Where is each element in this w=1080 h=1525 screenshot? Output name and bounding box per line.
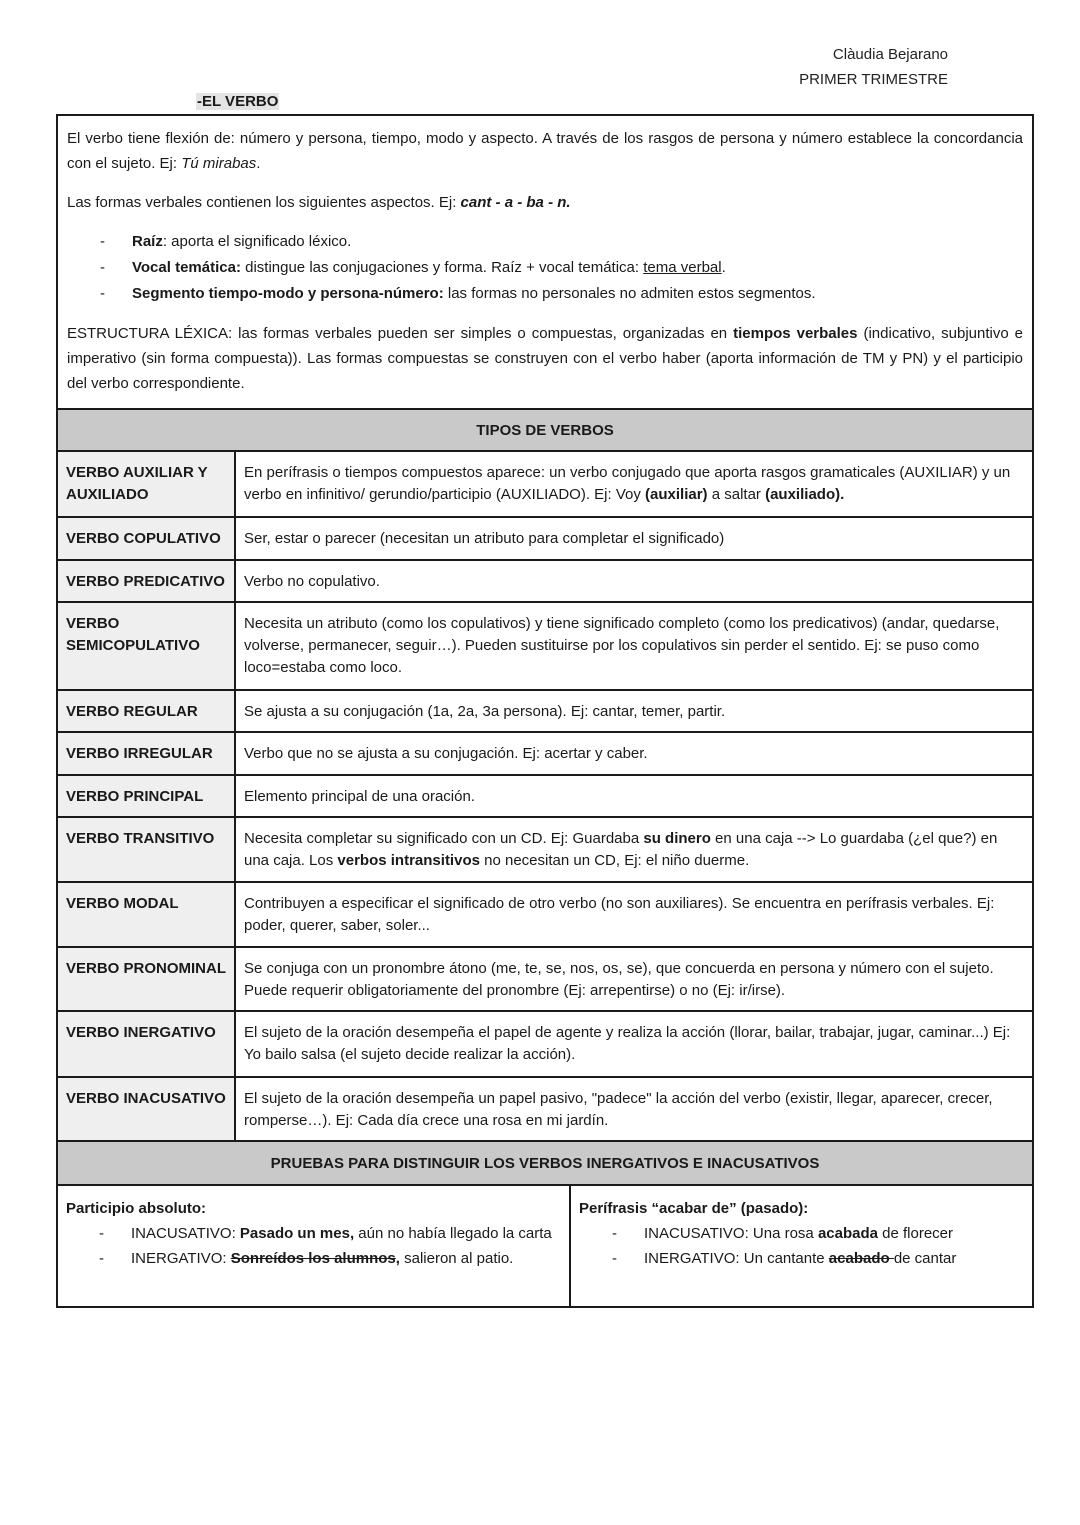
bullet-underlined: tema verbal: [643, 259, 722, 276]
intro-p3-bold: tiempos verbales: [733, 325, 858, 342]
bullet-item: - Raíz: aporta el significado léxico.: [100, 233, 352, 250]
table-row: [58, 452, 1032, 518]
def-bold: su dinero: [643, 830, 711, 847]
item-bold: acabada: [817, 1225, 878, 1242]
row-term: VERBO MODAL: [58, 883, 236, 946]
table-row: [58, 733, 1032, 776]
row-term: VERBO COPULATIVO: [58, 518, 236, 559]
bullet-text: : aporta el significado léxico.: [162, 233, 352, 250]
def-text: En perífrasis o tiempos compuestos aparece: un verbo conjugado que aporta rasgos gramaticales (AUXILIAR) y un verbo en infinitivo/ gerundio/participio (AUXILIADO). Ej: Voy: [244, 464, 1011, 503]
item-strikethrough: acabado: [828, 1250, 894, 1267]
item-text: salieron al patio.: [399, 1250, 514, 1267]
item-bold: Pasado un mes,: [239, 1225, 355, 1242]
item-strikethrough: Sonreídos los alumnos: [230, 1250, 396, 1267]
row-term: VERBO PREDICATIVO: [58, 561, 236, 601]
list-item: - INERGATIVO: Sonreídos los alumnos, salieron al patio.: [99, 1250, 514, 1267]
author-block: [799, 42, 948, 92]
doc-title: [196, 92, 279, 112]
item-label: INACUSATIVO:: [131, 1225, 240, 1242]
row-term: VERBO AUXILIAR Y AUXILIADO: [58, 452, 236, 516]
def-text: en una caja --> Lo guardaba (¿el que?) en una caja. Los: [244, 830, 998, 869]
list-item: - INACUSATIVO: Una rosa acabada de florecer: [612, 1225, 954, 1242]
bullet-end: .: [721, 259, 726, 276]
table-row: [58, 1078, 1032, 1142]
row-definition: Verbo no copulativo.: [244, 573, 380, 590]
intro-p2-example: cant - a - ba - n.: [460, 194, 571, 211]
tests-right-column: [571, 1186, 1032, 1306]
row-definition: El sujeto de la oración desempeña un papel pasivo, "padece" la acción del verbo (existir, llegar, aparecer, crecer, romperse…). Ej: Cada día crece una rosa en mi jardín.: [244, 1090, 993, 1129]
bullet-item: - Vocal temática: distingue las conjugaciones y forma. Raíz + vocal temática: tema verbal.: [100, 259, 726, 276]
list-item: - INACUSATIVO: Pasado un mes, aún no había llegado la carta: [99, 1225, 552, 1242]
item-label: INERGATIVO: Un cantante: [644, 1250, 829, 1267]
bullet-term: Raíz: [132, 233, 163, 250]
def-text: a saltar: [707, 486, 766, 503]
intro-section: [58, 116, 1032, 410]
row-definition: Verbo que no se ajusta a su conjugación. Ej: acertar y caber.: [244, 745, 648, 762]
item-label: INACUSATIVO: Una rosa: [644, 1225, 818, 1242]
item-text: de florecer: [877, 1225, 954, 1242]
row-definition: Se conjuga con un pronombre átono (me, te, se, nos, os, se), que concuerda en persona y número con el sujeto. Puede requerir obligatoriamente del pronombre (Ej: arrepentirse) o no (Ej: ir/irse).: [244, 960, 994, 999]
list-item: - INERGATIVO: Un cantante acabado de cantar: [612, 1250, 957, 1267]
intro-paragraph-3: [67, 321, 1023, 396]
table-row: [58, 1012, 1032, 1078]
def-bold: (auxiliado).: [765, 486, 845, 503]
tests-left-title: Participio absoluto:: [66, 1200, 207, 1217]
table-row: [58, 691, 1032, 733]
def-bold: verbos intransitivos: [337, 852, 480, 869]
row-term: VERBO INERGATIVO: [58, 1012, 236, 1076]
bullet-term: Vocal temática:: [132, 259, 241, 276]
intro-bullet-list: [67, 229, 1023, 307]
row-definition: Se ajusta a su conjugación (1a, 2a, 3a persona). Ej: cantar, temer, partir.: [244, 703, 726, 720]
def-text: no necesitan un CD, Ej: el niño duerme.: [479, 852, 750, 869]
intro-p1-end: .: [256, 155, 261, 172]
notes-box: [56, 114, 1034, 1308]
intro-p1-example: Tú mirabas: [181, 155, 257, 172]
row-term: VERBO PRONOMINAL: [58, 948, 236, 1010]
term-label: PRIMER TRIMESTRE: [799, 71, 948, 88]
row-term: VERBO PRINCIPAL: [58, 776, 236, 816]
item-text: aún no había llegado la carta: [354, 1225, 552, 1242]
intro-p1-text: El verbo tiene flexión de: número y persona, tiempo, modo y aspecto. A través de los rasgos de persona y número establece la concordancia con el sujeto. Ej:: [67, 130, 1023, 172]
table-row: [58, 776, 1032, 818]
row-definition: Necesita un atributo (como los copulativos) y tiene significado completo (como los predicativos) (andar, quedarse, volverse, permanecer, seguir…). Pueden sustituirse por los copulativos sin perder el sentido. Ej: se puso como loco=estaba como loco.: [244, 615, 1000, 676]
tests-right-list: [579, 1221, 1024, 1271]
bullet-item: - Segmento tiempo-modo y persona-número: las formas no personales no admiten estos segmentos.: [100, 285, 816, 302]
row-definition: El sujeto de la oración desempeña el papel de agente y realiza la acción (llorar, bailar, trabajar, jugar, caminar...) Ej: Yo bailo salsa (el sujeto decide realizar la acción).: [244, 1024, 1011, 1063]
item-bold: ,: [395, 1250, 400, 1267]
row-definition: [236, 452, 1032, 516]
row-term: VERBO IRREGULAR: [58, 733, 236, 774]
author-name: Clàudia Bejarano: [832, 46, 948, 63]
tests-left-column: [58, 1186, 571, 1306]
bullet-text: las formas no personales no admiten estos segmentos.: [443, 285, 816, 302]
table-row: [58, 818, 1032, 883]
table-row: [58, 603, 1032, 691]
tests-heading: PRUEBAS PARA DISTINGUIR LOS VERBOS INERGATIVOS E INACUSATIVOS: [58, 1142, 1032, 1186]
table-row: [58, 518, 1032, 561]
def-bold: (auxiliar): [645, 486, 708, 503]
table-row: [58, 948, 1032, 1012]
intro-paragraph-2: [67, 190, 1023, 215]
row-term: VERBO SEMICOPULATIVO: [58, 603, 236, 689]
row-definition: Ser, estar o parecer (necesitan un atributo para completar el significado): [244, 530, 725, 547]
item-text: de cantar: [893, 1250, 957, 1267]
intro-p2-text: Las formas verbales contienen los siguientes aspectos. Ej:: [67, 194, 461, 211]
tests-section: [58, 1186, 1032, 1306]
row-term: VERBO INACUSATIVO: [58, 1078, 236, 1140]
bullet-term: Segmento tiempo-modo y persona-número:: [132, 285, 444, 302]
row-definition: Contribuyen a especificar el significado de otro verbo (no son auxiliares). Se encuentra en perífrasis verbales. Ej: poder, querer, saber, soler...: [244, 895, 995, 934]
row-definition: [236, 818, 1032, 881]
intro-paragraph-1: [67, 126, 1023, 176]
table-row: [58, 883, 1032, 948]
def-text: Necesita completar su significado con un CD. Ej: Guardaba: [244, 830, 644, 847]
item-label: INERGATIVO:: [131, 1250, 231, 1267]
intro-p3-end: (indicativo, subjuntivo e imperativo (sin forma compuesta)). Las formas compuestas se construyen con el verbo haber (aporta información de TM y PN) y el participio del verbo correspondiente.: [67, 325, 1024, 392]
doc-title-text: -EL VERBO: [197, 93, 279, 110]
row-term: VERBO TRANSITIVO: [58, 818, 236, 881]
types-heading: TIPOS DE VERBOS: [58, 410, 1032, 452]
row-term: VERBO REGULAR: [58, 691, 236, 731]
table-row: [58, 561, 1032, 603]
bullet-text: distingue las conjugaciones y forma. Raíz + vocal temática:: [240, 259, 644, 276]
intro-p3-start: ESTRUCTURA LÉXICA: las formas verbales pueden ser simples o compuestas, organizadas en: [67, 325, 734, 342]
tests-left-list: [66, 1221, 561, 1271]
row-definition: Elemento principal de una oración.: [244, 788, 475, 805]
tests-right-title: Perífrasis “acabar de” (pasado):: [579, 1200, 809, 1217]
